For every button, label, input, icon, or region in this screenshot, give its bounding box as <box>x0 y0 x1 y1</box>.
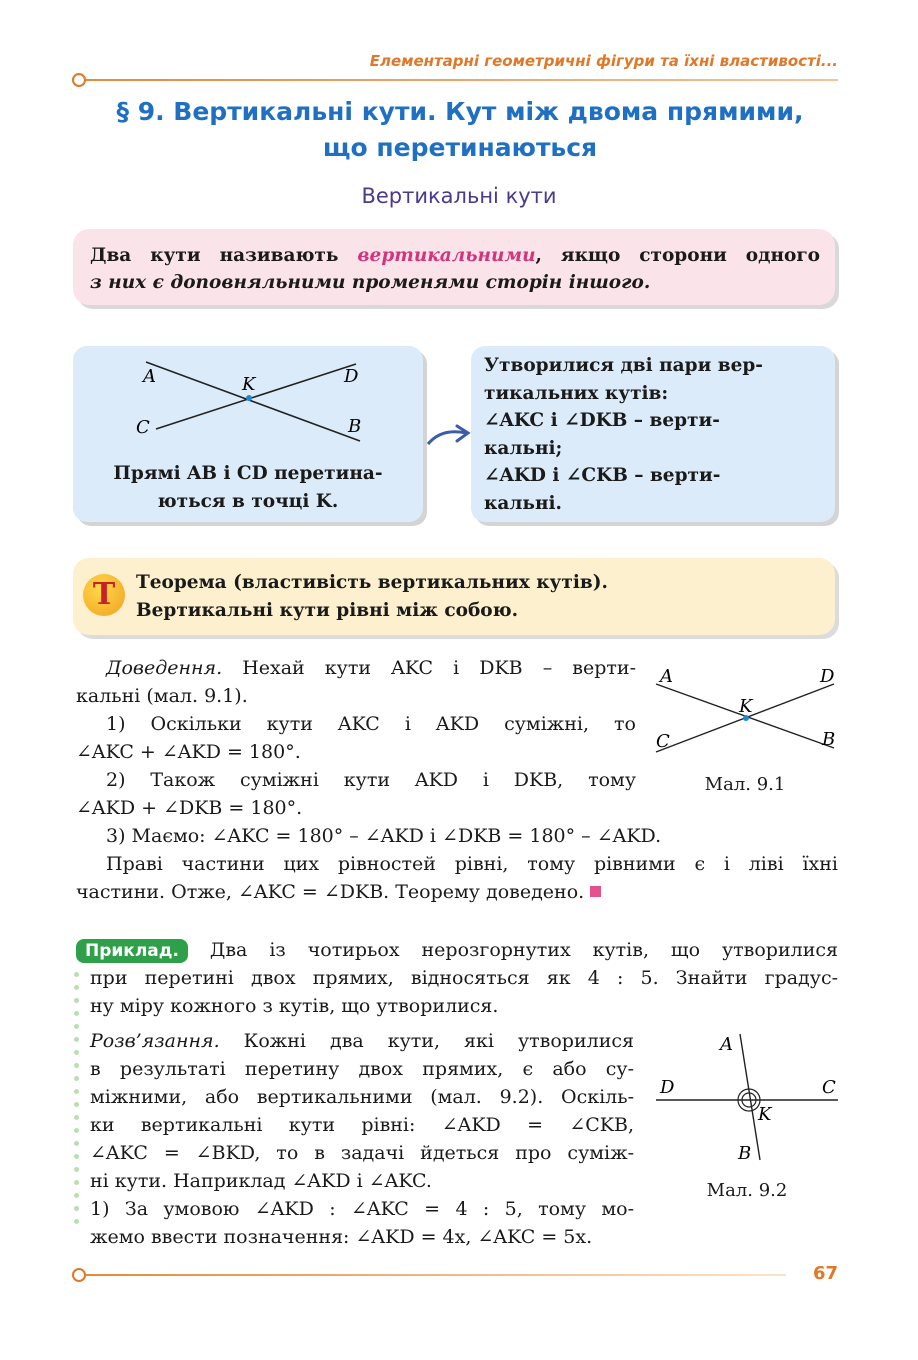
example-block-cont <box>90 964 838 1020</box>
fig92-label-k: K <box>758 1104 772 1125</box>
solution-block <box>90 1027 634 1223</box>
title-line-2: що перетинаються <box>322 133 598 162</box>
proof-block <box>76 654 636 822</box>
solution-line2: в результаті перетину двох прямих, є або су- <box>90 1058 634 1080</box>
label-b: B <box>348 416 362 437</box>
definition-term: вертикальними <box>357 245 536 266</box>
proof-line7: 3) Маємо: ∠AKC = 180° – ∠AKD і ∠DKB = 180° – ∠AKD. <box>106 825 662 847</box>
proof-line3: 1) Оскільки кути AKC і AKD суміжні, то <box>106 713 636 735</box>
fig91-label-c: C <box>656 731 670 752</box>
proof-line4: ∠AKC + ∠AKD = 180°. <box>76 741 301 763</box>
figure-left-box <box>73 346 423 522</box>
example-line3: ну міру кожного з кутів, що утворилися. <box>90 995 499 1017</box>
definition-box <box>73 229 835 305</box>
definition-part2: , якщо сторони одного <box>535 245 821 266</box>
example-margin-dots <box>74 972 80 1232</box>
figure-9-2 <box>652 1030 842 1170</box>
figure-9-1 <box>650 660 840 760</box>
example-block <box>76 936 838 965</box>
solution-line3: міжними, або вертикальними (мал. 9.2). Оскіль- <box>90 1086 634 1108</box>
pairs-line5: ∠AKD і ∠CKB – верти- <box>484 465 721 486</box>
footer-rule <box>86 1274 786 1276</box>
solution-block-last <box>90 1223 710 1251</box>
proof-block-wide <box>76 822 838 906</box>
proof-line8: Праві частини цих рівностей рівні, тому рівними є і ліві їхні <box>106 853 838 875</box>
section-subtitle: Вертикальні кути <box>361 184 557 208</box>
proof-line2: кальні (мал. 9.1). <box>76 685 248 707</box>
header-rule <box>86 79 838 81</box>
title-line-1: § 9. Вертикальні кути. Кут між двома прямими, <box>116 97 804 126</box>
pairs-line6: кальні. <box>484 492 562 514</box>
proof-line5: 2) Також суміжні кути AKD і DKB, тому <box>106 769 636 791</box>
theorem-line2: Вертикальні кути рівні між собою. <box>136 600 519 621</box>
fig91-label-b: B <box>822 729 836 750</box>
figure-left-caption-line2: ються в точці K. <box>157 491 339 512</box>
definition-part1: Два кути називають <box>90 245 358 266</box>
pairs-line1: Утворилися дві пари вер- <box>484 355 763 376</box>
fig92-label-d: D <box>660 1077 675 1098</box>
fig92-label-a: A <box>720 1034 733 1055</box>
label-c: C <box>136 417 150 438</box>
line-cd <box>156 364 356 429</box>
intersecting-lines-figure <box>73 346 423 456</box>
proof-line6: ∠AKD + ∠DKB = 180°. <box>76 797 303 819</box>
label-a: A <box>143 366 156 387</box>
running-head: Елементарні геометричні фігури та їхні властивості... <box>369 52 838 70</box>
solution-line5: ∠AKC = ∠BKD, то в задачі йдеться про суміж- <box>90 1142 634 1164</box>
example-line2: при перетині двох прямих, відносяться як 4 : 5. Знайти градус- <box>90 967 838 989</box>
end-of-proof-icon <box>590 886 601 897</box>
theorem-line1: Теорема (властивість вертикальних кутів). <box>136 572 608 593</box>
theorem-icon: T <box>83 574 125 616</box>
figure-9-2-caption: Мал. 9.2 <box>706 1180 788 1201</box>
point-k <box>246 395 252 401</box>
example-tag: Приклад. <box>76 939 188 963</box>
pairs-line2: тикальних кутів: <box>484 382 669 404</box>
pairs-line3: ∠AKC і ∠DKB – верти- <box>484 410 720 431</box>
vertical-pairs-text <box>484 352 824 517</box>
proof-label: Доведення. <box>106 657 223 679</box>
definition-line2: з них є доповняльними променями сторін іншого. <box>90 272 651 293</box>
solution-line6: ні кути. Наприклад ∠AKD і ∠AKC. <box>90 1170 432 1192</box>
figure-9-1-caption: Мал. 9.1 <box>704 774 786 795</box>
fig91-label-a: A <box>660 666 673 687</box>
fig91-label-k: K <box>739 696 753 717</box>
solution-line8: жемо ввести позначення: ∠AKD = 4x, ∠AKC = 5x. <box>90 1226 593 1248</box>
pairs-line4: кальні; <box>484 437 563 459</box>
arrow-right-icon <box>424 418 474 452</box>
page-title <box>60 94 860 166</box>
fig92-label-c: C <box>822 1077 836 1098</box>
footer-rule-marker-icon <box>72 1268 86 1282</box>
example-line1: Два із чотирьох нерозгорнутих кутів, що утворилися <box>187 939 838 961</box>
rule-marker-icon <box>72 73 86 87</box>
label-d: D <box>344 366 359 387</box>
solution-line1: Кожні два кути, які утворилися <box>219 1030 634 1052</box>
figure-left-caption-line1: Прямі AB і CD перетина- <box>113 463 383 484</box>
solution-line7: 1) За умовою ∠AKD : ∠AKC = 4 : 5, тому мо- <box>90 1198 634 1220</box>
solution-line4: ки вертикальні кути рівні: ∠AKD = ∠CKB, <box>90 1114 634 1136</box>
figure-left-caption <box>73 460 423 516</box>
figure-right-box <box>471 346 835 522</box>
theorem-text <box>136 569 826 625</box>
proof-line9: частини. Отже, ∠AKC = ∠DKB. Теорему доведено. <box>76 881 585 903</box>
fig91-label-d: D <box>820 666 835 687</box>
solution-label: Розв’язання. <box>90 1030 220 1052</box>
proof-line1: Нехай кути AKC і DKB – верти- <box>222 657 636 679</box>
label-k: K <box>242 374 256 395</box>
fig92-label-b: B <box>738 1143 752 1164</box>
page-number: 67 <box>812 1263 838 1284</box>
theorem-box <box>73 558 835 635</box>
definition-text <box>90 242 820 296</box>
